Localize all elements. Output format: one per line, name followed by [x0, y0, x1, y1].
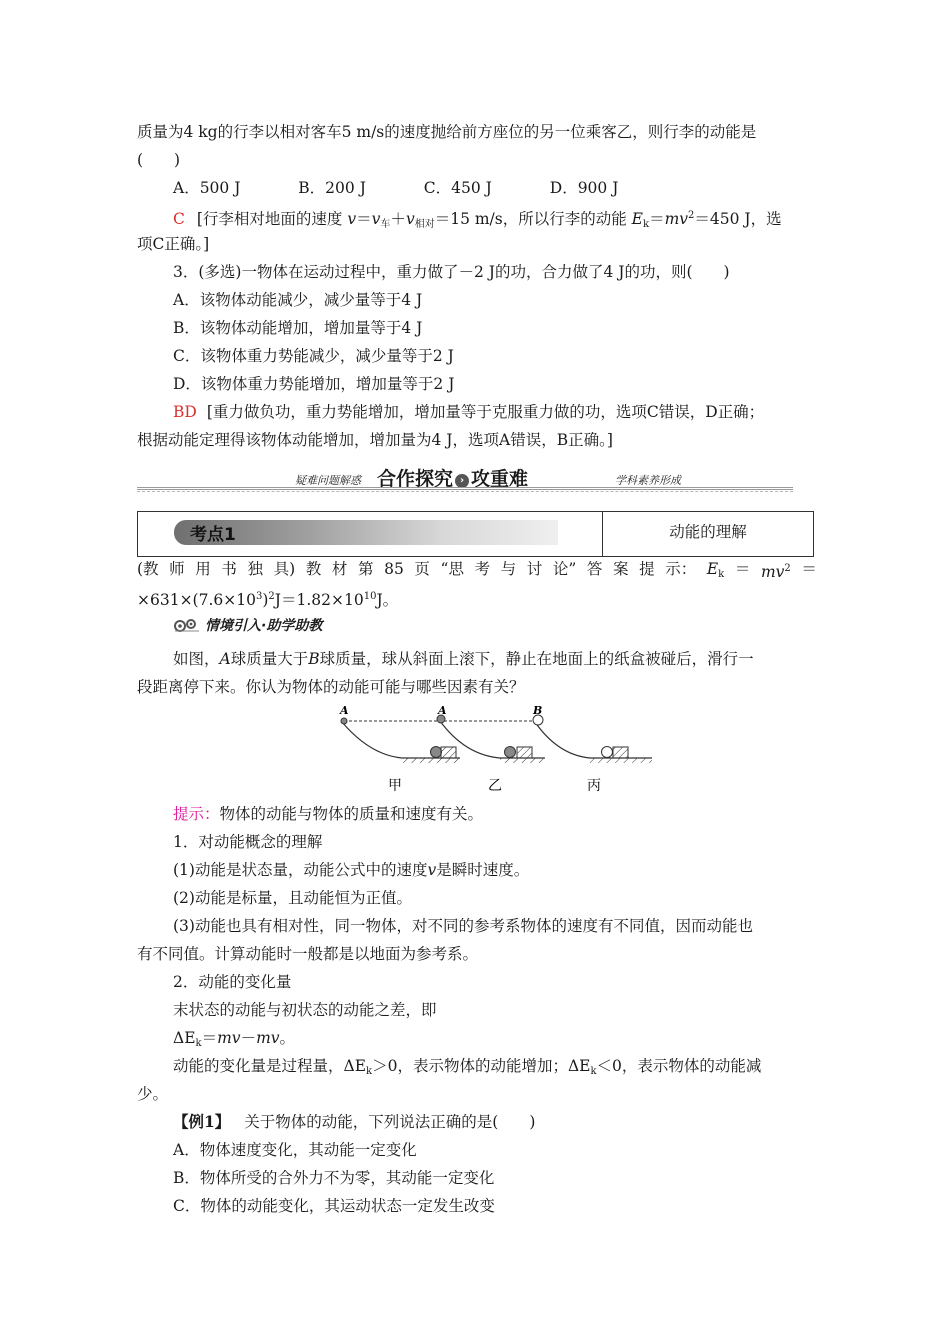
p1i1a: (1)动能是状态量，动能公式中的速度 — [173, 861, 428, 879]
tn-w17: 案 — [613, 560, 629, 578]
q2-option-d: D．900 J — [549, 179, 619, 197]
q2-plus: ＋ — [390, 210, 406, 228]
q2-sub-car: 车 — [380, 219, 391, 230]
ctx-p1b: 球质量大于 — [230, 650, 309, 668]
pf-end: 。 — [279, 1029, 296, 1047]
example-option-a: A．物体速度变化，其动能一定变化 — [173, 1141, 417, 1159]
q2-var-e: E — [631, 210, 643, 228]
pc-b: ＞0，表示物体的动能增加；ΔE — [372, 1057, 591, 1075]
example-option-c: C．物体的动能变化，其运动状态一定发生改变 — [173, 1197, 495, 1215]
banner-right-text: 学科素养形成 — [615, 474, 681, 487]
point-1-item-3: (3)动能也具有相对性，同一物体，对不同的参考系物体的速度有不同值，因而动能也 — [173, 917, 753, 935]
tn-sup-3: 3 — [255, 591, 263, 602]
banner-main-2: 攻重难 — [471, 468, 529, 490]
tn-w4: 独 — [247, 560, 263, 578]
pf-mv2: mv — [256, 1029, 280, 1047]
context-heading-text: 情境引入·助学助教 — [205, 618, 323, 634]
pc-k2: k — [590, 1066, 597, 1077]
topic-table — [137, 511, 814, 557]
q2-explanation-line2: 项C正确。] — [137, 235, 210, 253]
tn-w1: 师 — [169, 560, 185, 578]
context-heading — [173, 615, 322, 635]
pf-minus: － — [240, 1029, 257, 1047]
q2-var-v: v — [347, 210, 357, 228]
tn-w12: 考 — [474, 560, 491, 578]
ctx-var-b: B — [308, 650, 320, 668]
q3-answer: BD — [173, 403, 197, 421]
q2-sub-k: k — [643, 219, 650, 230]
ramp-figure — [330, 700, 660, 800]
point-1-item-2: (2)动能是标量，且动能恒为正值。 — [173, 889, 412, 907]
fig-caption-yi: 乙 — [488, 778, 502, 794]
tn-var-mv: mv — [760, 563, 785, 581]
pc-c: ＜0，表示物体的动能减 — [596, 1057, 762, 1075]
ctx-p1c: 球质量，球从斜面上滚下，静止在地面上的纸盒被碰后，滑行一 — [319, 650, 754, 668]
fig-caption-jia: 甲 — [388, 778, 402, 794]
tn-w19: 示： — [665, 560, 697, 578]
tn-w9: 85 — [384, 560, 404, 578]
q2-answer: C — [173, 210, 185, 228]
ball-a-yi — [505, 747, 516, 758]
tn-sup-2: 2 — [784, 563, 791, 574]
box-bing — [613, 747, 628, 758]
q3-option-c: C．该物体重力势能减少，减少量等于2 J — [173, 347, 454, 365]
q2-option-c: C．450 J — [423, 179, 492, 197]
pf-k: k — [195, 1038, 202, 1049]
ground-jia — [402, 758, 460, 763]
context-p2: 段距离停下来。你认为物体的动能可能与哪些因素有关？ — [137, 678, 525, 696]
topic-title: 动能的理解 — [669, 523, 747, 541]
gears-icon — [173, 618, 201, 632]
q3-exp-text: [重力做负功，重力势能增加，增加量等于克服重力做的功，选项C错误，D正确； — [206, 403, 765, 421]
p1i1-var-v: v — [427, 861, 437, 879]
hint — [173, 800, 853, 828]
point-2-def: 末状态的动能与初状态的动能之差，即 — [173, 1001, 437, 1019]
fig-label-a1: A — [340, 704, 349, 717]
box-jia — [441, 747, 456, 758]
p1i1b: 是瞬时速度。 — [436, 861, 530, 879]
point-1-item-1 — [173, 856, 853, 884]
tn-w15: 论” — [552, 560, 577, 578]
tn-eq-2: ＝ — [801, 560, 817, 578]
tn-w16: 答 — [586, 560, 603, 578]
pf-de: ΔE — [173, 1029, 196, 1047]
banner-dashed-rule — [137, 491, 793, 492]
banner-left-text: 疑难问题解惑 — [295, 474, 361, 487]
point-1-item-3-cont: 有不同值。计算动能时一般都是以地面为参考系。 — [137, 945, 479, 963]
tn-w7: 材 — [331, 560, 348, 578]
ball-a-jia — [431, 747, 442, 758]
ground-yi — [500, 758, 545, 763]
tn-l2b: ) — [262, 591, 269, 609]
pc-k: k — [366, 1066, 373, 1077]
q2-exp-text-2: ＝15 m/s，所以行李的动能 — [434, 210, 627, 228]
tn-w6: 教 — [305, 560, 322, 578]
q3-option-d: D．该物体重力势能增加，增加量等于2 J — [173, 375, 455, 393]
tn-w13: 与 — [500, 560, 517, 578]
pc-a: 动能的变化量是过程量，ΔE — [173, 1057, 367, 1075]
banner-rule — [137, 487, 793, 490]
point-2-change-cont: 少。 — [137, 1085, 169, 1103]
tn-w10: 页 — [414, 560, 430, 578]
q2-option-a: A．500 J — [173, 179, 241, 197]
tn-var-e: E — [706, 560, 719, 578]
q3-option-a: A．该物体动能减少，减少量等于4 J — [173, 291, 423, 309]
example-1-stem — [173, 1108, 853, 1136]
tn-w3: 书 — [221, 560, 237, 578]
tn-w8: 第 — [357, 560, 374, 578]
tn-eq: ＝ — [734, 560, 751, 578]
tn-w2: 用 — [195, 560, 211, 578]
ball-b-bing — [602, 747, 613, 758]
example-stem-text: 关于物体的动能，下列说法正确的是( ) — [244, 1113, 536, 1131]
banner-main-1: 合作探究 — [377, 468, 454, 490]
point-2-heading: 2．动能的变化量 — [173, 973, 292, 991]
tn-w14: 讨 — [526, 560, 543, 578]
ground-bing — [590, 758, 652, 763]
box-yi — [517, 747, 532, 758]
ctx-var-a: A — [219, 650, 231, 668]
q2-eq-2: ＝ — [649, 210, 665, 228]
q2-var-v1: v — [371, 210, 381, 228]
arrow-circle-icon: › — [455, 474, 469, 488]
fig-caption-bing: 丙 — [587, 778, 601, 794]
q2-option-b: B．200 J — [298, 179, 366, 197]
topic-label: 考点1 — [190, 525, 236, 545]
tn-w0: (教 — [137, 560, 159, 578]
section-banner — [137, 462, 793, 492]
ctx-p1a: 如图， — [173, 650, 220, 668]
tn-w5: 具) — [273, 560, 296, 578]
q2-eq: ＝ — [356, 210, 372, 228]
hint-text: 物体的动能与物体的质量和速度有关。 — [219, 805, 484, 823]
tn-sub-k: k — [718, 569, 725, 580]
q3-explanation-line2: 根据动能定理得该物体动能增加，增加量为4 J，选项A错误，B正确。] — [137, 431, 613, 449]
q2-options — [173, 174, 853, 202]
q2-sub-rel: 相对 — [414, 219, 435, 230]
point-1-heading: 1．对动能概念的理解 — [173, 833, 323, 851]
teacher-note-line2 — [137, 583, 817, 614]
q3-explanation — [173, 398, 853, 426]
q2-stem-line: 质量为4 kg的行李以相对客车5 m/s的速度抛给前方座位的另一位乘客乙，则行李的动能是 — [137, 123, 757, 141]
q3-option-b: B．该物体动能增加，增加量等于4 J — [173, 319, 423, 337]
tn-w18: 提 — [639, 560, 655, 578]
q2-exp-text-3: ＝450 J，选 — [694, 210, 782, 228]
tn-l2c: J＝1.82×10 — [274, 591, 364, 609]
fig-label-b: B — [533, 704, 543, 717]
tn-l2a: ×631×(7.6×10 — [137, 591, 256, 609]
example-label: 【例1】 — [173, 1112, 231, 1131]
q2-exp-text: [行李相对地面的速度 — [196, 210, 343, 228]
hint-label: 提示： — [173, 805, 220, 823]
q2-sup-2: 2 — [688, 210, 695, 221]
fig-label-a2: A — [438, 704, 447, 717]
q2-var-mv: mv — [664, 210, 689, 228]
tn-w11: “思 — [440, 560, 464, 578]
pf-mv1: mv — [217, 1029, 241, 1047]
pf-eq: ＝ — [201, 1029, 218, 1047]
ball-start-jia — [341, 718, 347, 724]
tn-l2d: J。 — [376, 591, 399, 609]
q3-stem: 3．(多选)一物体在运动过程中，重力做了－2 J的功，合力做了4 J的功，则( ) — [173, 263, 730, 281]
tn-sup-2b: 2 — [268, 591, 275, 602]
tn-sup-10: 10 — [363, 591, 377, 602]
ramp-bing — [535, 722, 652, 758]
q2-var-v2: v — [405, 210, 415, 228]
context-p1 — [173, 645, 853, 673]
q2-stem-paren: ( ) — [137, 151, 181, 169]
example-option-b: B．物体所受的合外力不为零，其动能一定变化 — [173, 1169, 495, 1187]
